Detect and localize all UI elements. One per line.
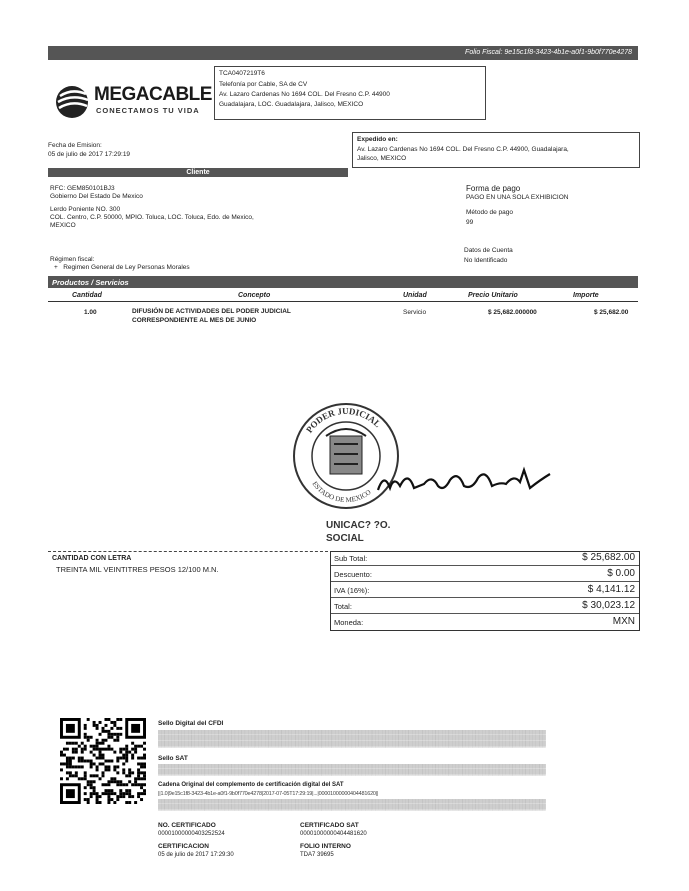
- sello-cfdi-value: ▒▒▒▒▒▒▒▒▒▒▒▒▒▒▒▒▒▒▒▒▒▒▒▒▒▒▒▒▒▒▒▒▒▒▒▒▒▒▒▒▒▒▒▒▒▒▒▒▒▒▒▒▒▒▒▒▒▒▒▒▒▒▒▒▒▒▒▒▒▒▒▒▒▒▒▒▒▒▒▒▒▒▒▒▒▒▒▒▒▒▒▒▒▒▒▒▒▒▒▒▒▒▒▒▒▒▒▒▒▒▒▒▒▒▒▒ ▒▒▒▒▒▒▒▒▒▒▒▒▒▒▒▒▒▒▒▒▒▒▒▒▒▒▒▒▒▒▒▒▒▒▒▒▒▒▒▒▒▒▒▒▒▒▒▒▒▒▒▒▒▒▒▒▒▒▒▒▒▒▒▒▒▒▒▒▒▒▒▒▒▒▒▒▒▒▒▒▒▒▒▒▒▒▒▒▒▒▒▒▒▒▒▒▒▒▒▒▒▒▒▒▒▒▒▒▒▒▒▒▒▒▒▒ ▒▒▒▒▒▒▒▒▒▒▒▒▒▒▒▒▒▒▒▒▒▒▒▒▒▒▒▒▒▒▒▒▒▒▒▒▒▒▒▒▒▒▒▒▒▒▒▒▒▒▒▒▒▒▒▒▒▒▒▒▒▒▒▒▒▒▒▒▒▒▒▒▒▒▒▒▒▒▒▒▒▒▒▒▒▒▒▒▒▒▒▒▒▒▒▒▒▒▒▒▒▒▒▒▒▒▒▒▒▒▒▒▒▒▒▒: [158, 730, 546, 748]
- cadena-continuation: ▒▒▒▒▒▒▒▒▒▒▒▒▒▒▒▒▒▒▒▒▒▒▒▒▒▒▒▒▒▒▒▒▒▒▒▒▒▒▒▒▒▒▒▒▒▒▒▒▒▒▒▒▒▒▒▒▒▒▒▒▒▒▒▒▒▒▒▒▒▒▒▒▒▒▒▒▒▒▒▒▒▒▒▒▒▒▒▒▒▒▒▒▒▒▒▒▒▒▒▒▒▒▒▒▒▒▒▒▒▒▒▒▒▒▒▒ ▒▒▒▒▒▒▒▒▒▒▒▒▒▒▒▒▒▒▒▒▒▒▒▒▒▒▒▒▒▒▒▒▒▒▒▒▒▒▒▒▒▒▒▒▒▒▒▒▒▒▒▒▒▒▒▒▒▒▒▒▒▒▒▒▒▒▒▒▒▒▒▒▒▒▒▒▒▒▒▒▒▒▒▒▒▒▒▒▒▒▒▒▒▒▒▒▒▒▒▒▒▒▒▒▒▒▒▒▒▒▒▒▒▒▒▒: [158, 799, 546, 811]
- seal-bottom-text: ESTADO DE MEXICO: [310, 479, 373, 505]
- total-row-total: [331, 600, 639, 614]
- amount-words-value: TREINTA MIL VEINTITRES PESOS 12/100 M.N.: [56, 565, 219, 574]
- total-row-iva: [331, 584, 639, 598]
- moneda-value: MXN: [612, 616, 635, 627]
- folio-interno-value: TDA7 39695: [300, 852, 334, 858]
- regimen-value: + Regimen General de Ley Personas Morales: [54, 264, 190, 271]
- client-bar: Cliente: [48, 168, 348, 177]
- cert-sat-label: CERTIFICADO SAT: [300, 822, 359, 829]
- total-label: Total:: [334, 602, 352, 611]
- forma-value: PAGO EN UNA SOLA EXHIBICION: [466, 194, 569, 201]
- cadena-value: ||1.0|9e15c1f8-3423-4b1e-a0f1-9b0f770e4278|2017-07-05T17:29:19|...|00001000000404481620||: [158, 791, 379, 797]
- subtotal-label: Sub Total:: [334, 554, 368, 563]
- emission-value: 05 de julio de 2017 17:29:19: [48, 151, 131, 158]
- amount-words: [48, 551, 328, 572]
- stamp-line-1: UNICAC? ?O.: [326, 520, 391, 531]
- certificacion-label: CERTIFICACION: [158, 843, 209, 850]
- cuenta-value: No Identificado: [464, 257, 508, 264]
- issuer-rfc: TCA0407219T6: [219, 70, 265, 77]
- regimen-label: Régimen fiscal:: [50, 256, 95, 263]
- issuer-name: Telefonía por Cable, SA de CV: [219, 81, 308, 88]
- products-table-header: [48, 290, 638, 302]
- iva-value: $ 4,141.12: [587, 584, 635, 595]
- row-unidad: Servicio: [403, 309, 427, 316]
- logo-tagline: CONECTAMOS TU VIDA: [96, 106, 200, 115]
- total-value: $ 30,023.12: [582, 600, 635, 611]
- row-cantidad: 1.00: [84, 309, 97, 316]
- expedido-label: Expedido en:: [357, 136, 398, 143]
- products-bar: [48, 276, 638, 288]
- subtotal-value: $ 25,682.00: [582, 552, 635, 563]
- issuer-address: Av. Lazaro Cardenas No 1694 COL. Del Fresno C.P. 44900: [219, 91, 390, 98]
- emission-label: Fecha de Emision:: [48, 142, 102, 149]
- descuento-value: $ 0.00: [607, 568, 635, 579]
- sello-sat-value: ▒▒▒▒▒▒▒▒▒▒▒▒▒▒▒▒▒▒▒▒▒▒▒▒▒▒▒▒▒▒▒▒▒▒▒▒▒▒▒▒▒▒▒▒▒▒▒▒▒▒▒▒▒▒▒▒▒▒▒▒▒▒▒▒▒▒▒▒▒▒▒▒▒▒▒▒▒▒▒▒▒▒▒▒▒▒▒▒▒▒▒▒▒▒▒▒▒▒▒▒▒▒▒▒▒▒▒▒▒▒▒▒▒▒▒▒ ▒▒▒▒▒▒▒▒▒▒▒▒▒▒▒▒▒▒▒▒▒▒▒▒▒▒▒▒▒▒▒▒▒▒▒▒▒▒▒▒▒▒▒▒▒▒▒▒▒▒▒▒▒▒▒▒▒▒▒▒▒▒▒▒▒▒▒▒▒▒▒▒▒▒▒▒▒▒▒▒▒▒▒▒▒▒▒▒▒▒▒▒▒▒▒▒▒▒▒▒▒▒▒▒▒▒▒▒▒▒▒▒▒▒▒▒: [158, 764, 546, 776]
- stamp-line-2: SOCIAL: [326, 533, 364, 544]
- issuer-box: [214, 66, 486, 120]
- issuer-city: Guadalajara, LOC. Guadalajara, Jalisco, MEXICO: [219, 101, 364, 108]
- client-info: [50, 185, 254, 230]
- metodo-value: 99: [466, 219, 474, 226]
- cuenta-label: Datos de Cuenta: [464, 247, 513, 254]
- forma-label: Forma de pago: [466, 184, 521, 193]
- seal-top-text: PODER JUDICIAL: [304, 405, 383, 435]
- header-concepto: Concepto: [238, 292, 271, 299]
- sello-cfdi-label: Sello Digital del CFDI: [158, 720, 224, 727]
- row-concepto-1: DIFUSIÓN DE ACTIVIDADES DEL PODER JUDICIAL: [132, 308, 291, 315]
- client-address: COL. Centro, C.P. 50000, MPIO. Toluca, LOC. Toluca, Edo. de Mexico,: [50, 214, 254, 221]
- iva-label: IVA (16%):: [334, 586, 370, 595]
- header-importe: Importe: [573, 292, 599, 299]
- expedido-box: [352, 132, 640, 168]
- sello-sat-label: Sello SAT: [158, 755, 188, 762]
- header-precio: Precio Unitario: [468, 292, 518, 299]
- emission-date: [48, 141, 130, 159]
- qr-code-icon: [60, 718, 146, 804]
- no-cert-label: NO. CERTIFICADO: [158, 822, 216, 829]
- total-row-moneda: [331, 616, 639, 629]
- certificacion-value: 05 de julio de 2017 17:29:30: [158, 852, 234, 858]
- cadena-label: Cadena Original del complemento de certificación digital del SAT: [158, 782, 344, 788]
- folio-fiscal-bar: [48, 46, 638, 60]
- expedido-line1: Av. Lazaro Cardenas No 1694 COL. Del Fresno C.P. 44900, Guadalajara,: [357, 146, 569, 153]
- row-precio: $ 25,682.000000: [488, 309, 537, 316]
- metodo-label: Método de pago: [466, 209, 513, 216]
- header-unidad: Unidad: [403, 292, 427, 299]
- row-concepto-2: CORRESPONDIENTE AL MES DE JUNIO: [132, 317, 257, 324]
- header-cantidad: Cantidad: [72, 292, 102, 299]
- descuento-label: Descuento:: [334, 570, 372, 579]
- products-bar-label: Productos / Servicios: [52, 278, 129, 287]
- total-row-descuento: [331, 568, 639, 582]
- client-rfc: RFC: GEM850101BJ3: [50, 185, 115, 192]
- no-cert-value: 00001000000403252524: [158, 831, 225, 837]
- regimen-text: Regimen General de Ley Personas Morales: [63, 264, 190, 271]
- total-row-subtotal: [331, 552, 639, 566]
- totals-box: [330, 551, 640, 631]
- folio-interno-label: FOLIO INTERNO: [300, 843, 351, 850]
- moneda-label: Moneda:: [334, 618, 364, 627]
- cert-sat-value: 00001000000404481620: [300, 831, 367, 837]
- client-country: MEXICO: [50, 222, 76, 229]
- row-importe: $ 25,682.00: [594, 309, 629, 316]
- client-street: Lerdo Poniente NO. 300: [50, 206, 121, 213]
- signature-icon: [374, 462, 554, 502]
- logo-name: MEGACABLE: [94, 84, 212, 105]
- amount-words-label: CANTIDAD CON LETRA: [52, 555, 132, 562]
- expedido-line2: Jalisco, MEXICO: [357, 155, 407, 162]
- client-name: Gobierno Del Estado De Mexico: [50, 193, 143, 200]
- folio-fiscal: Folio Fiscal: 9e15c1f8-3423-4b1e-a0f1-9b0f770e4278: [465, 49, 632, 56]
